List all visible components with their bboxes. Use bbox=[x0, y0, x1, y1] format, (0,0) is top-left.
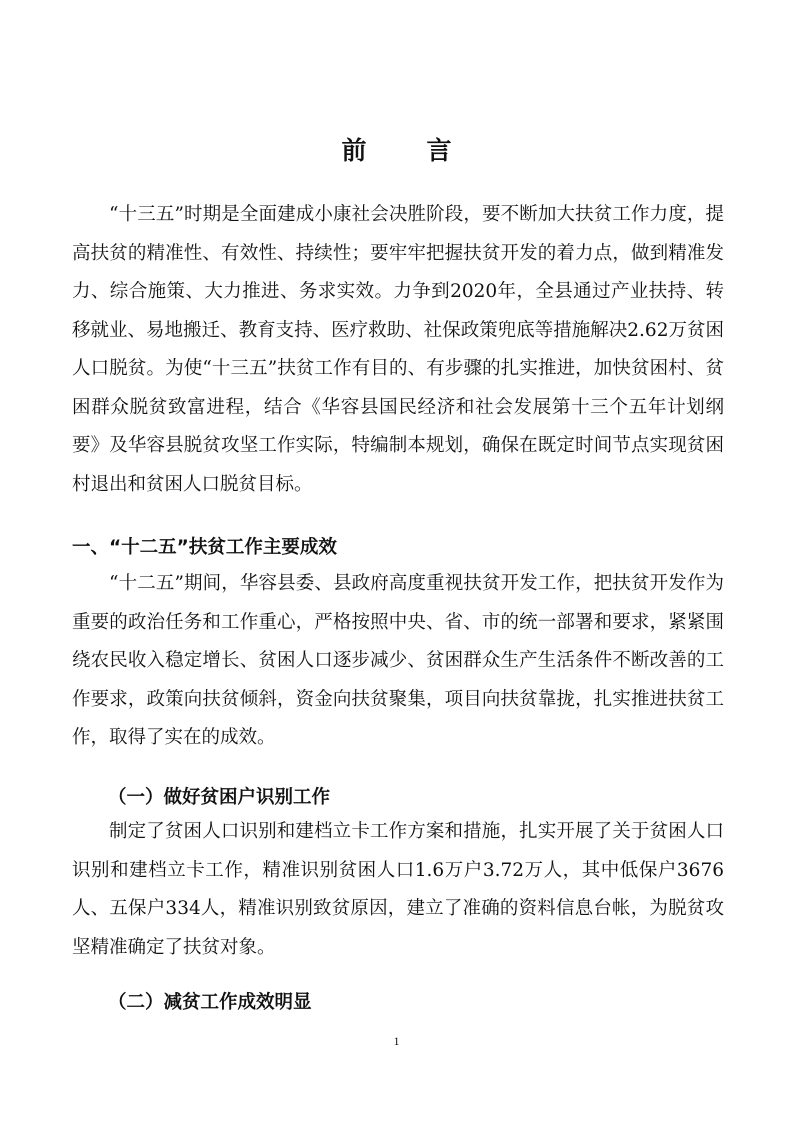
page-number: 1 bbox=[393, 1034, 400, 1048]
page-title: 前言 bbox=[341, 136, 512, 165]
identification-paragraph: 制定了贫困人口识别和建档立卡工作方案和措施，扎实开展了关于贫困人口识别和建档立卡工作，精准识别贫困人口1.6万户3.72万人，其中低保户3676人、五保户334人，精准识别致贫原因，建立了准确的资料信息台帐，为脱贫攻坚精准确定了扶贫对象。 bbox=[72, 821, 724, 958]
subsection-heading-identification: （一）做好贫困户识别工作 bbox=[108, 787, 331, 808]
subsection-heading-poverty-reduction: （二）减贫工作成效明显 bbox=[108, 992, 312, 1013]
section-heading-achievements: 一、“十二五”扶贫工作主要成效 bbox=[72, 537, 337, 558]
achievements-paragraph: “十二五”期间，华容县委、县政府高度重视扶贫开发工作，把扶贫开发作为重要的政治任务和工作重心，严格按照中央、省、市的统一部署和要求，紧紧围绕农民收入稳定增长、贫困人口逐步减少、贫困群众生产生活条件不断改善的工作要求，政策向扶贫倾斜，资金向扶贫聚集，项目向扶贫靠拢，扎实推进扶贫工作，取得了实在的成效。 bbox=[72, 573, 724, 748]
intro-paragraph: “十三五”时期是全面建成小康社会决胜阶段，要不断加大扶贫工作力度，提高扶贫的精准性、有效性、持续性；要牢牢把握扶贫开发的着力点，做到精准发力、综合施策、大力推进、务求实效。力争到2020年，全县通过产业扶持、转移就业、易地搬迁、教育支持、医疗救助、社保政策兜底等措施解决2.62万贫困人口脱贫。为使“十三五”扶贫工作有目的、有步骤的扎实推进，加快贫困村、贫困群众脱贫致富进程，结合《华容县国民经济和社会发展第十三个五年计划纲要》及华容县脱贫攻坚工作实际，特编制本规划，确保在既定时间节点实现贫困村退出和贫困人口脱贫目标。 bbox=[72, 204, 724, 495]
